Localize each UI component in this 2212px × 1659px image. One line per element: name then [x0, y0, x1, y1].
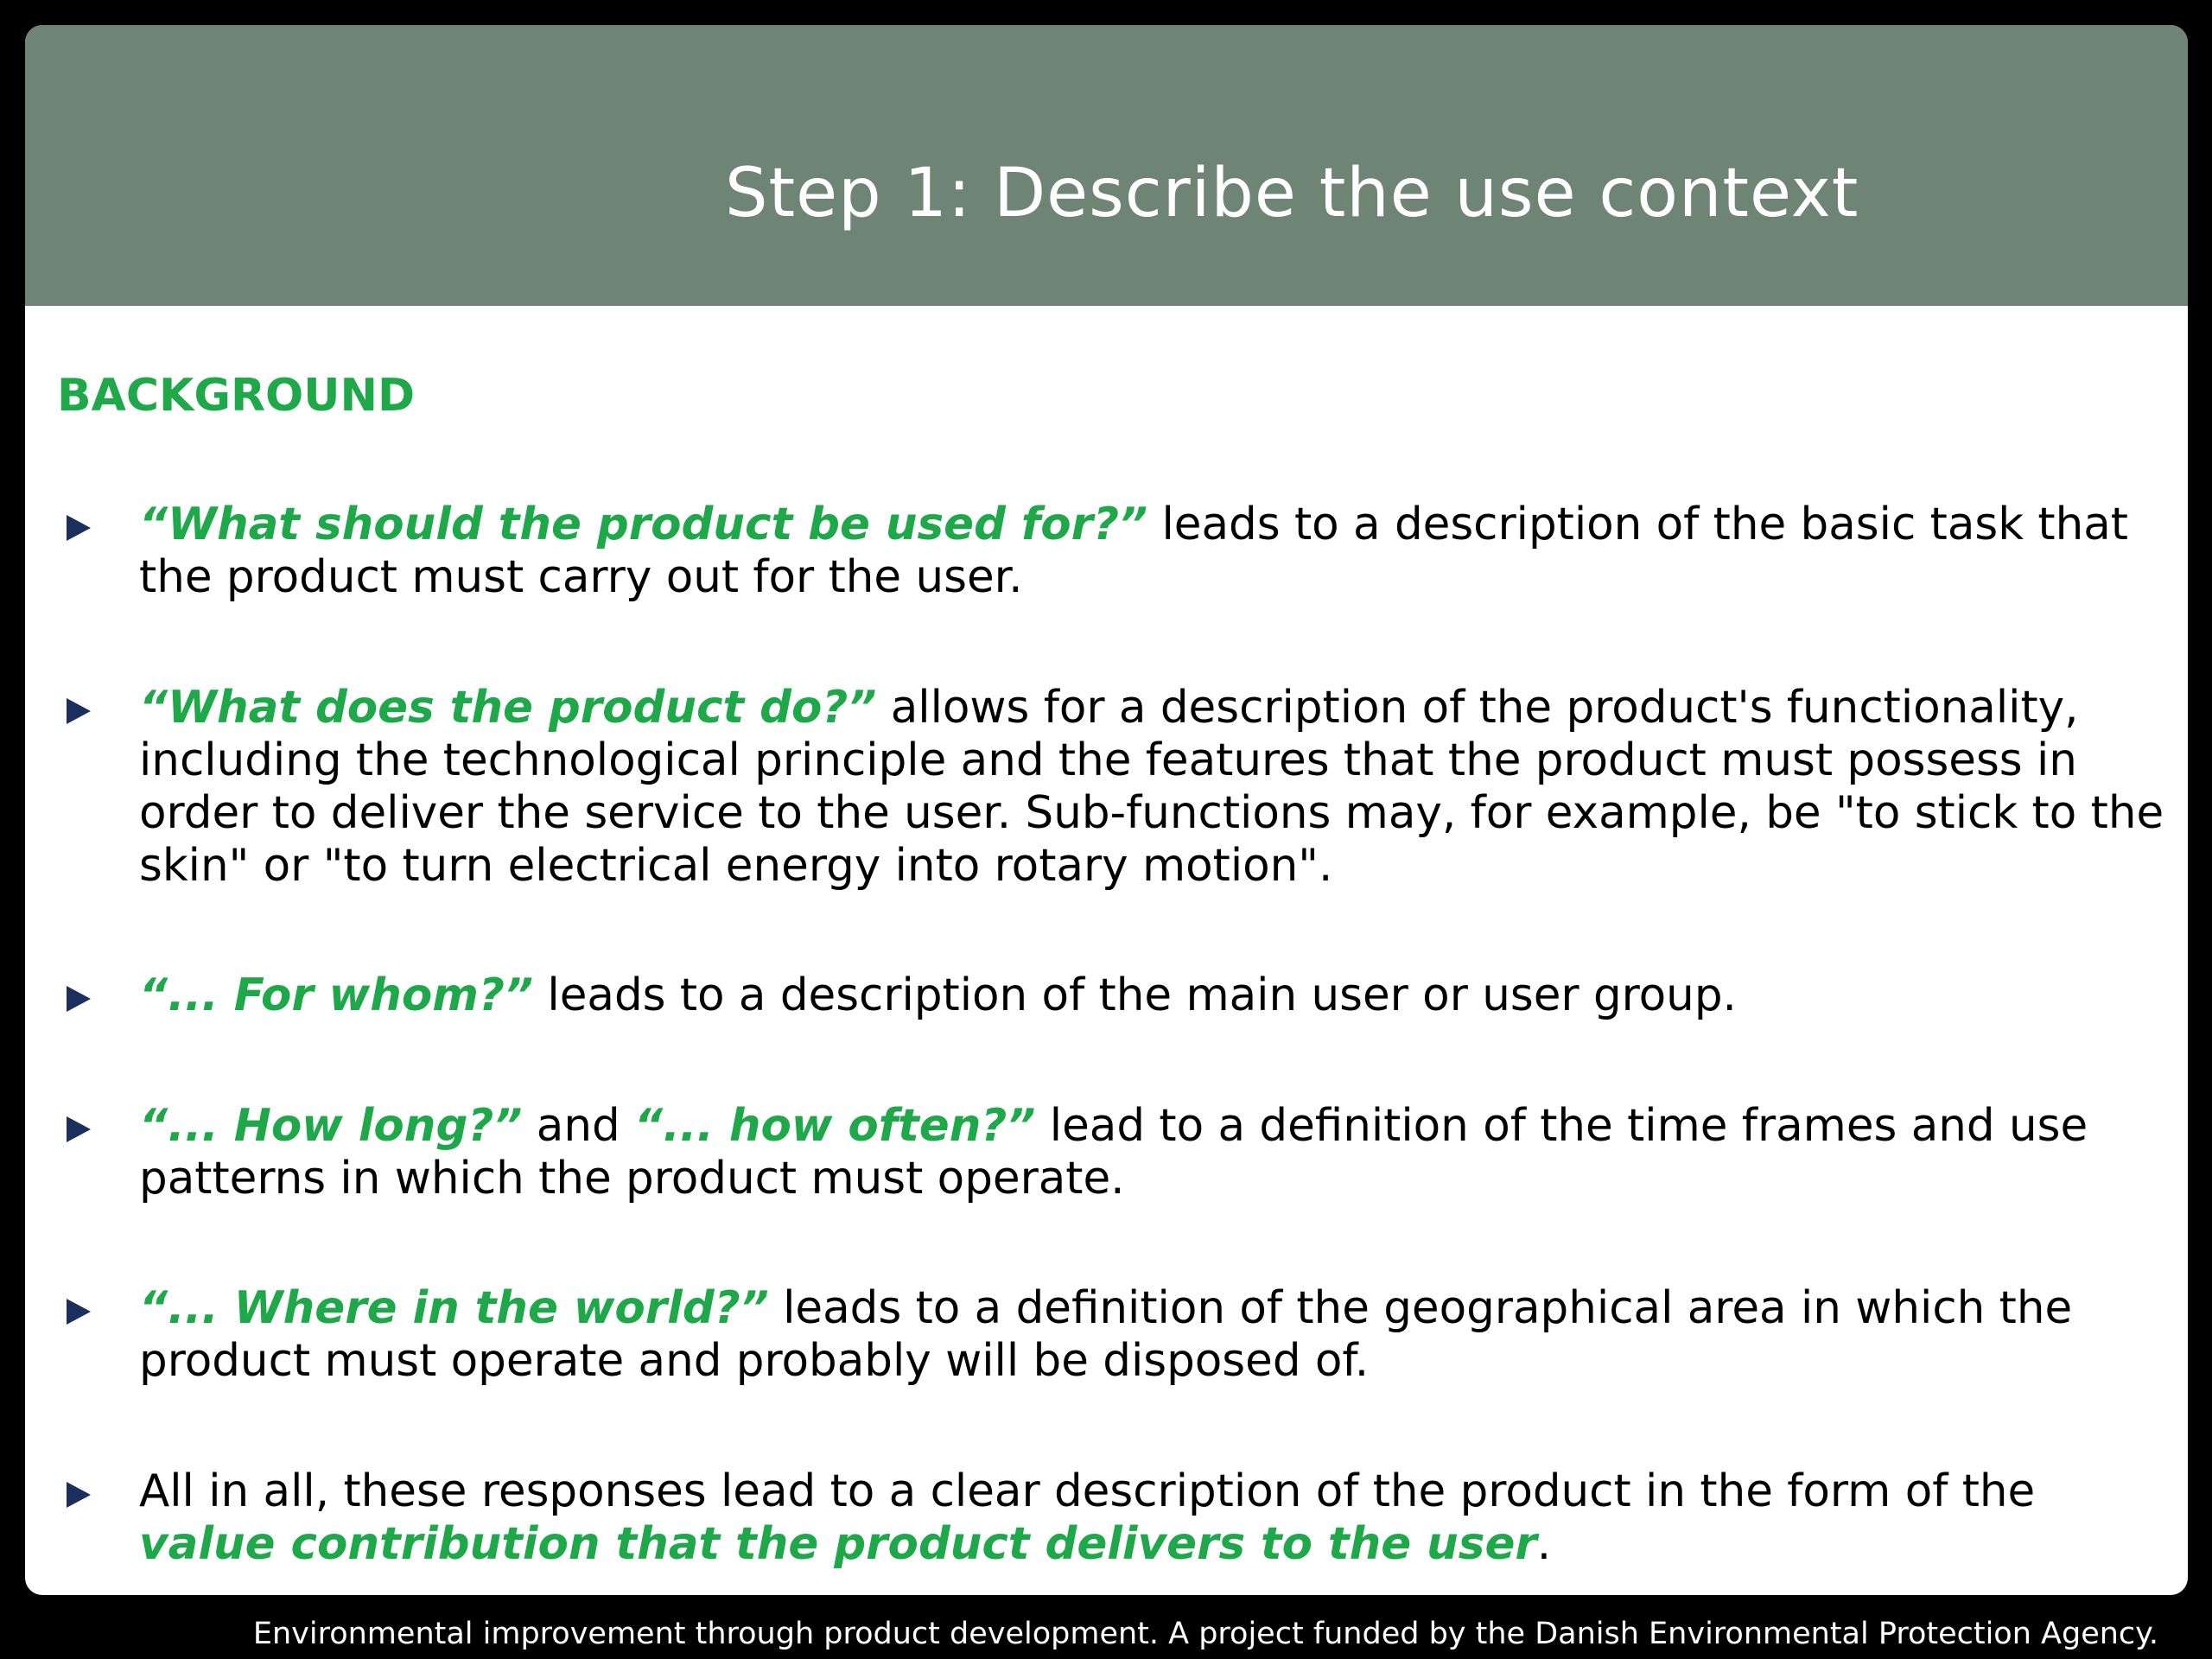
- bullet-body: lead to a definition of the time frames and use patterns in which the product must operate.: [139, 1100, 2088, 1205]
- bullet-body: leads to a definition of the geographical area in which the product must operate and probably will be disposed of.: [139, 1282, 2073, 1387]
- triangle-right-icon: [67, 1299, 91, 1325]
- slide-title: Step 1: Describe the use context: [725, 155, 1859, 232]
- triangle-right-icon: [67, 986, 91, 1012]
- triangle-right-icon: [67, 515, 91, 541]
- bullet-body: leads to a description of the basic task that the product must carry out for the user.: [139, 499, 2128, 603]
- bullet-text: [139, 969, 2170, 1022]
- bullet-text: [139, 1282, 2170, 1388]
- question-highlight: “... how often?”: [634, 1100, 1036, 1152]
- triangle-right-icon: [67, 698, 91, 724]
- bullet-text: [139, 1465, 2170, 1571]
- bullet-text: [139, 682, 2170, 893]
- bullet-end: .: [1536, 1518, 1552, 1570]
- question-highlight: “... For whom?”: [139, 969, 534, 1021]
- footer-credit: Environmental improvement through product development. A project funded by the Danish Environmental Protection Agency.: [252, 1617, 2158, 1651]
- slide-panel: [25, 25, 2188, 1595]
- bullet-body: leads to a description of the main user or user group.: [533, 969, 1737, 1021]
- bullet-connector: and: [522, 1100, 635, 1152]
- bullet-text: [139, 499, 2170, 604]
- section-heading: BACKGROUND: [57, 370, 416, 422]
- triangle-right-icon: [67, 1482, 91, 1508]
- question-highlight: value contribution that the product delivers to the user: [139, 1518, 1537, 1570]
- triangle-right-icon: [67, 1116, 91, 1142]
- bullet-body: All in all, these responses lead to a clear description of the product in the form of the: [139, 1465, 2036, 1517]
- bullet-body: allows for a description of the product's functionality, including the technological principle and the features that the product must possess in order to deliver the service to the user. Sub-functions may, for example, be "to stick to the skin" or "to turn electrical energy into rotary motion".: [139, 682, 2164, 892]
- title-bar: [25, 25, 2188, 306]
- bullet-text: [139, 1100, 2170, 1205]
- question-highlight: “What should the product be used for?”: [139, 499, 1148, 550]
- question-highlight: “... Where in the world?”: [139, 1282, 769, 1334]
- question-highlight: “... How long?”: [139, 1100, 523, 1152]
- question-highlight: “What does the product do?”: [139, 682, 877, 734]
